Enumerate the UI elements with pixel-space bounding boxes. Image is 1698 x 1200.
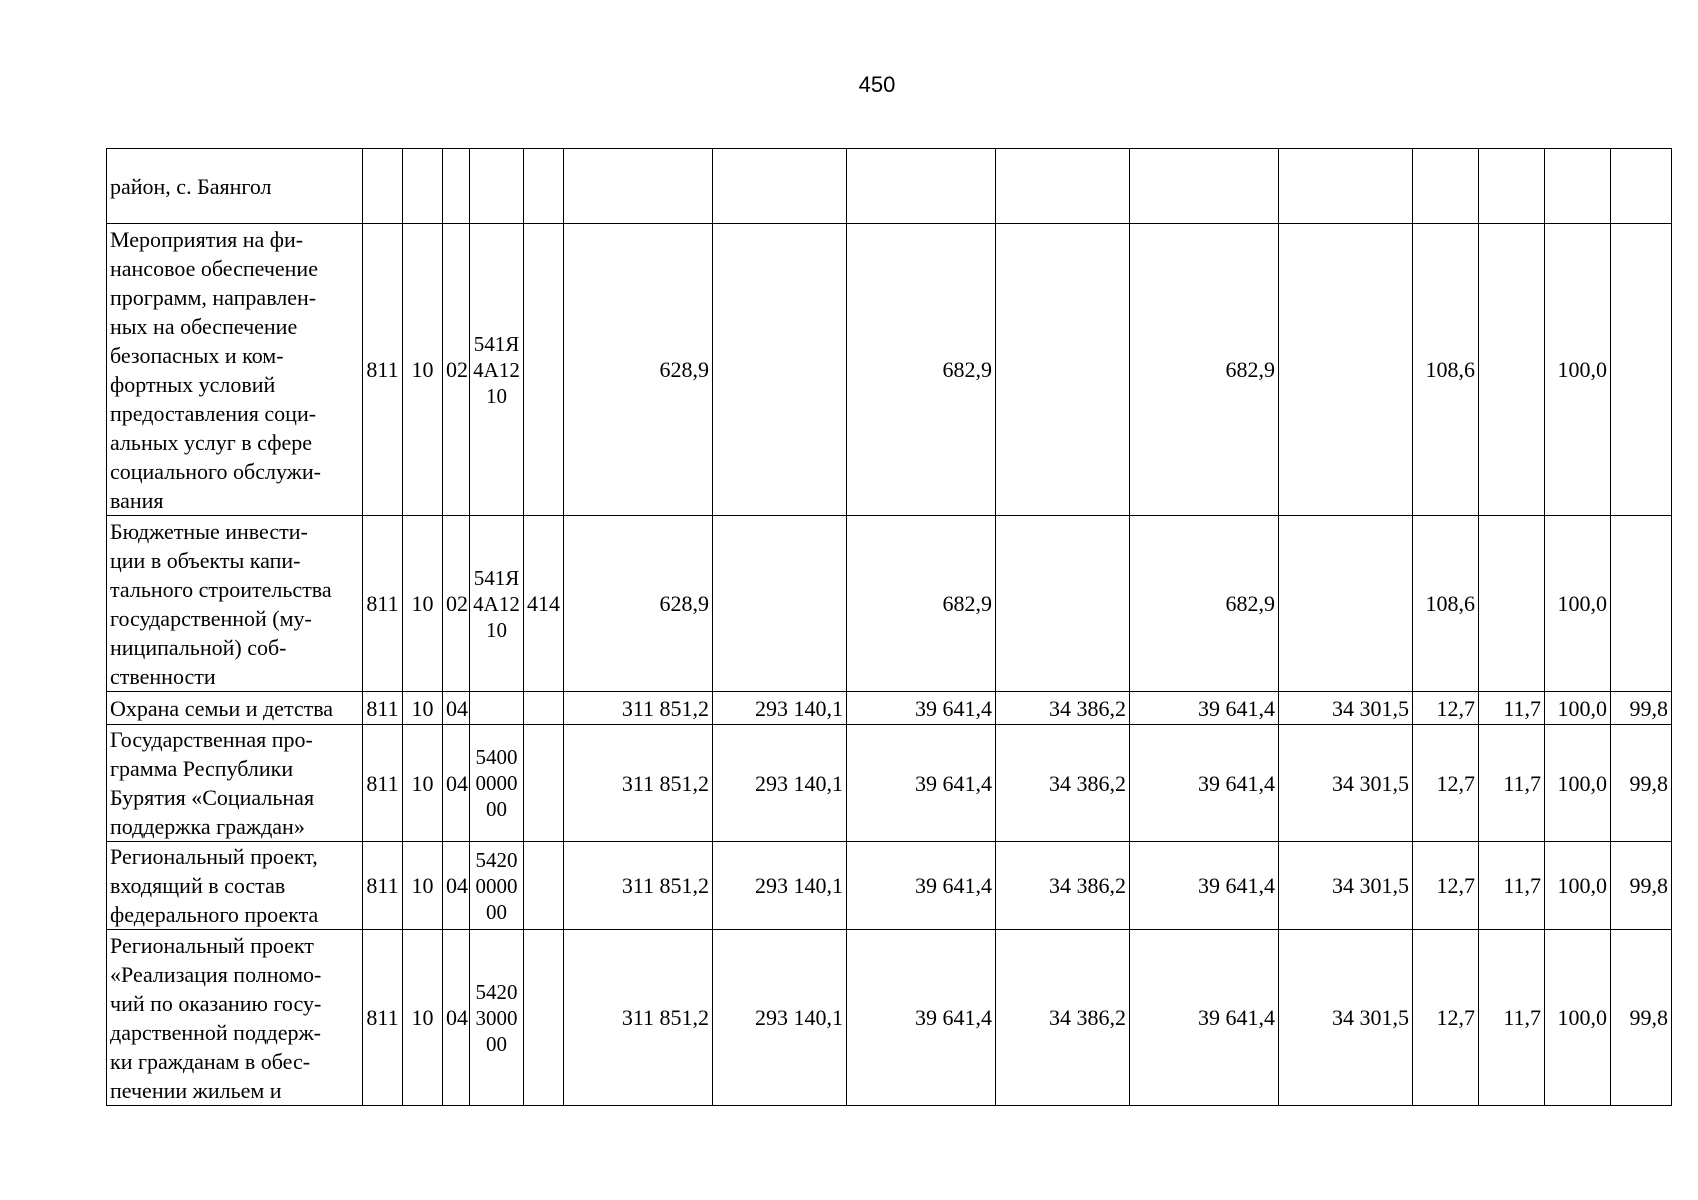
value-cell-2 bbox=[713, 149, 847, 224]
admin-code-cell: 811 bbox=[363, 516, 403, 692]
value-cell-2: 293 140,1 bbox=[713, 842, 847, 930]
expense-type-cell bbox=[524, 149, 564, 224]
value-cell-1: 628,9 bbox=[564, 516, 713, 692]
value-cell-4 bbox=[996, 224, 1130, 516]
percent-cell-1 bbox=[1413, 149, 1479, 224]
value-cell-5: 39 641,4 bbox=[1130, 692, 1279, 725]
section-code-cell: 10 bbox=[403, 725, 443, 842]
table-row bbox=[107, 692, 1672, 725]
expense-type-cell bbox=[524, 842, 564, 930]
value-cell-3: 39 641,4 bbox=[847, 725, 996, 842]
percent-cell-4: 99,8 bbox=[1611, 725, 1672, 842]
percent-cell-1: 12,7 bbox=[1413, 930, 1479, 1106]
row-name-cell: Государственная про- грамма Республики Бурятия «Социальная поддержка граждан» bbox=[107, 725, 363, 842]
target-article-cell bbox=[470, 149, 524, 224]
value-cell-4: 34 386,2 bbox=[996, 692, 1130, 725]
target-article-cell: 5400 0000 00 bbox=[470, 725, 524, 842]
value-cell-4 bbox=[996, 149, 1130, 224]
table-row bbox=[107, 842, 1672, 930]
page-number: 450 bbox=[858, 72, 896, 97]
value-cell-3 bbox=[847, 149, 996, 224]
target-article-cell: 541Я 4А12 10 bbox=[470, 516, 524, 692]
percent-cell-1: 12,7 bbox=[1413, 692, 1479, 725]
row-name-cell: Бюджетные инвести- ции в объекты капи- тального строительства государственной (му- ниципальной) соб- ственности bbox=[107, 516, 363, 692]
percent-cell-2: 11,7 bbox=[1479, 842, 1545, 930]
row-name-cell: Мероприятия на фи- нансовое обеспечение программ, направлен- ных на обеспечение безопасных и ком- фортных условий предоставления соци- альных услуг в сфере социального обслужи- вания bbox=[107, 224, 363, 516]
percent-cell-3: 100,0 bbox=[1545, 692, 1611, 725]
value-cell-4: 34 386,2 bbox=[996, 930, 1130, 1106]
section-code-cell: 10 bbox=[403, 224, 443, 516]
value-cell-6 bbox=[1279, 149, 1413, 224]
subsection-code-cell: 04 bbox=[443, 930, 470, 1106]
value-cell-2: 293 140,1 bbox=[713, 725, 847, 842]
percent-cell-3: 100,0 bbox=[1545, 930, 1611, 1106]
row-name-cell: район, с. Баянгол bbox=[107, 149, 363, 224]
value-cell-1 bbox=[564, 149, 713, 224]
value-cell-6 bbox=[1279, 516, 1413, 692]
percent-cell-4 bbox=[1611, 516, 1672, 692]
percent-cell-3: 100,0 bbox=[1545, 224, 1611, 516]
value-cell-6: 34 301,5 bbox=[1279, 725, 1413, 842]
percent-cell-3 bbox=[1545, 149, 1611, 224]
value-cell-2 bbox=[713, 516, 847, 692]
admin-code-cell bbox=[363, 149, 403, 224]
percent-cell-2 bbox=[1479, 224, 1545, 516]
percent-cell-4: 99,8 bbox=[1611, 692, 1672, 725]
percent-cell-2: 11,7 bbox=[1479, 725, 1545, 842]
value-cell-3: 682,9 bbox=[847, 224, 996, 516]
budget-table bbox=[106, 148, 1672, 1106]
value-cell-2: 293 140,1 bbox=[713, 692, 847, 725]
value-cell-5: 39 641,4 bbox=[1130, 725, 1279, 842]
expense-type-cell bbox=[524, 930, 564, 1106]
percent-cell-1: 12,7 bbox=[1413, 725, 1479, 842]
section-code-cell: 10 bbox=[403, 516, 443, 692]
value-cell-4: 34 386,2 bbox=[996, 842, 1130, 930]
percent-cell-4: 99,8 bbox=[1611, 930, 1672, 1106]
percent-cell-3: 100,0 bbox=[1545, 725, 1611, 842]
value-cell-5: 39 641,4 bbox=[1130, 930, 1279, 1106]
percent-cell-4 bbox=[1611, 149, 1672, 224]
section-code-cell: 10 bbox=[403, 930, 443, 1106]
table-row bbox=[107, 725, 1672, 842]
percent-cell-4: 99,8 bbox=[1611, 842, 1672, 930]
section-code-cell bbox=[403, 149, 443, 224]
admin-code-cell: 811 bbox=[363, 842, 403, 930]
row-name-cell: Региональный проект, входящий в состав федерального проекта bbox=[107, 842, 363, 930]
value-cell-6 bbox=[1279, 224, 1413, 516]
value-cell-1: 628,9 bbox=[564, 224, 713, 516]
value-cell-3: 39 641,4 bbox=[847, 842, 996, 930]
row-name-cell: Охрана семьи и детства bbox=[107, 692, 363, 725]
value-cell-5: 39 641,4 bbox=[1130, 842, 1279, 930]
expense-type-cell: 414 bbox=[524, 516, 564, 692]
table-row bbox=[107, 516, 1672, 692]
value-cell-5 bbox=[1130, 149, 1279, 224]
percent-cell-2 bbox=[1479, 149, 1545, 224]
value-cell-3: 39 641,4 bbox=[847, 930, 996, 1106]
percent-cell-2: 11,7 bbox=[1479, 930, 1545, 1106]
value-cell-4: 34 386,2 bbox=[996, 725, 1130, 842]
target-article-cell bbox=[470, 692, 524, 725]
subsection-code-cell: 02 bbox=[443, 224, 470, 516]
target-article-cell: 5420 3000 00 bbox=[470, 930, 524, 1106]
section-code-cell: 10 bbox=[403, 692, 443, 725]
subsection-code-cell bbox=[443, 149, 470, 224]
value-cell-1: 311 851,2 bbox=[564, 692, 713, 725]
expense-type-cell bbox=[524, 692, 564, 725]
value-cell-6: 34 301,5 bbox=[1279, 842, 1413, 930]
percent-cell-2 bbox=[1479, 516, 1545, 692]
row-name-cell: Региональный проект «Реализация полномо- чий по оказанию госу- дарственной поддерж- ки гражданам в обес- печении жильем и bbox=[107, 930, 363, 1106]
subsection-code-cell: 04 bbox=[443, 842, 470, 930]
percent-cell-3: 100,0 bbox=[1545, 516, 1611, 692]
value-cell-3: 682,9 bbox=[847, 516, 996, 692]
expense-type-cell bbox=[524, 725, 564, 842]
table-row bbox=[107, 930, 1672, 1106]
table-row bbox=[107, 149, 1672, 224]
subsection-code-cell: 04 bbox=[443, 692, 470, 725]
admin-code-cell: 811 bbox=[363, 930, 403, 1106]
section-code-cell: 10 bbox=[403, 842, 443, 930]
subsection-code-cell: 02 bbox=[443, 516, 470, 692]
value-cell-1: 311 851,2 bbox=[564, 842, 713, 930]
value-cell-1: 311 851,2 bbox=[564, 930, 713, 1106]
percent-cell-3: 100,0 bbox=[1545, 842, 1611, 930]
percent-cell-1: 12,7 bbox=[1413, 842, 1479, 930]
value-cell-1: 311 851,2 bbox=[564, 725, 713, 842]
percent-cell-1: 108,6 bbox=[1413, 516, 1479, 692]
target-article-cell: 541Я 4А12 10 bbox=[470, 224, 524, 516]
value-cell-2: 293 140,1 bbox=[713, 930, 847, 1106]
percent-cell-2: 11,7 bbox=[1479, 692, 1545, 725]
percent-cell-1: 108,6 bbox=[1413, 224, 1479, 516]
value-cell-6: 34 301,5 bbox=[1279, 692, 1413, 725]
table-row bbox=[107, 224, 1672, 516]
value-cell-4 bbox=[996, 516, 1130, 692]
admin-code-cell: 811 bbox=[363, 692, 403, 725]
admin-code-cell: 811 bbox=[363, 725, 403, 842]
value-cell-2 bbox=[713, 224, 847, 516]
value-cell-6: 34 301,5 bbox=[1279, 930, 1413, 1106]
subsection-code-cell: 04 bbox=[443, 725, 470, 842]
value-cell-5: 682,9 bbox=[1130, 516, 1279, 692]
target-article-cell: 5420 0000 00 bbox=[470, 842, 524, 930]
expense-type-cell bbox=[524, 224, 564, 516]
value-cell-3: 39 641,4 bbox=[847, 692, 996, 725]
value-cell-5: 682,9 bbox=[1130, 224, 1279, 516]
admin-code-cell: 811 bbox=[363, 224, 403, 516]
percent-cell-4 bbox=[1611, 224, 1672, 516]
